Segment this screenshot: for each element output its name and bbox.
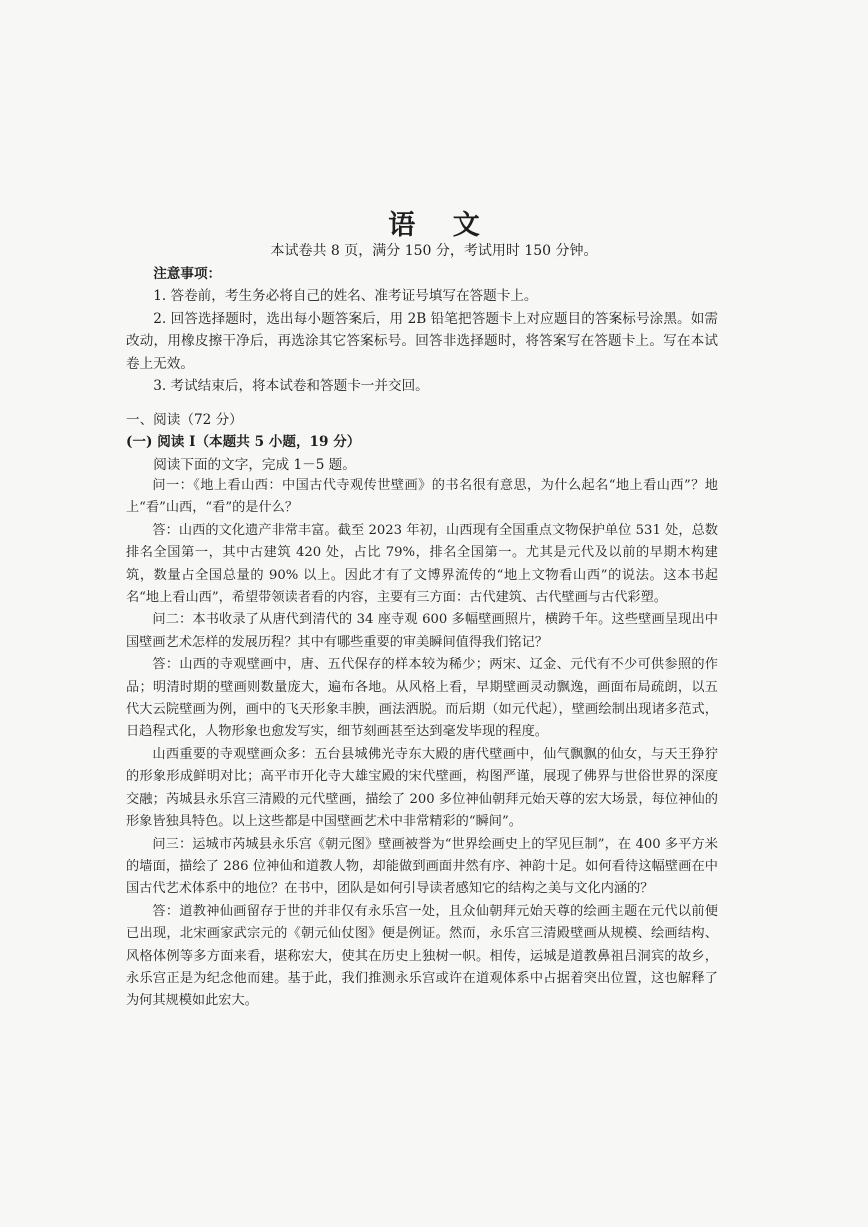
notice-heading: 注意事项： [153, 266, 222, 282]
passage-paragraph: 答：山西的文化遗产非常丰富。截至 2023 年初，山西现有全国重点文物保护单位 531 处，总数排名全国第一，其中古建筑 420 处，占比 79%，排名全国第一。尤其是元代及以前的早期木构建筑，数量占全国总量的 90% 以上。因此才有了文博界流传的“地上文物看山西”的说法。这本书起名“地上看山西”，希望带领读者看的内容，主要有三方面：古代建筑、古代壁画与古代彩塑。 [126, 522, 718, 606]
passage-paragraph: 问三：运城市芮城县永乐宫《朝元图》壁画被誉为“世界绘画史上的罕见巨制”，在 400 多平方米的墙面，描绘了 286 位神仙和道教人物，却能做到画面井然有序、神韵十足。如何看待这幅壁画在中国古代艺术体系中的地位？在书中，团队是如何引导读者感知它的结构之美与文化内涵的？ [126, 836, 718, 897]
passage-paragraph: 山西重要的寺观壁画众多：五台县城佛光寺东大殿的唐代壁画中，仙气飘飘的仙女，与天王狰狞的形象形成鲜明对比；高平市开化寺大雄宝殿的宋代壁画，构图严谨，展现了佛界与世俗世界的深度交融；芮城县永乐宫三清殿的元代壁画，描绘了 200 多位神仙朝拜元始天尊的宏大场景，每位神仙的形象皆独具特色。以上这些都是中国壁画艺术中非常精彩的“瞬间”。 [126, 746, 718, 830]
section-header [126, 409, 718, 476]
notice-item: 2. 回答选择题时，选出每小题答案后，用 2B 铅笔把答题卡上对应题目的答案标号涂黑。如需改动，用橡皮擦干净后，再选涂其它答案标号。回答非选择题时，将答案写在答题卡上。写在本试卷上无效。 [126, 310, 718, 372]
passage-paragraph: 问二：本书收录了从唐代到清代的 34 座寺观 600 多幅壁画照片，横跨千年。这些壁画呈现出中国壁画艺术怎样的发展历程？其中有哪些重要的审美瞬间值得我们铭记？ [126, 612, 718, 650]
passage-paragraph: 问一：《地上看山西：中国古代寺观传世壁画》的书名很有意思，为什么起名“地上看山西”？地上“看”山西，“看”的是什么？ [126, 478, 718, 516]
passage-paragraph: 答：山西的寺观壁画中，唐、五代保存的样本较为稀少；两宋、辽金、元代有不少可供参照的作品；明清时期的壁画则数量庞大，遍布各地。从风格上看，早期壁画灵动飘逸，画面布局疏朗，以五代大云院壁画为例，画中的飞天形象丰腴，画法洒脱。而后期（如元代起），壁画绘制出现诸多范式，日趋程式化，人物形象也愈发写实，细节刻画甚至达到毫发毕现的程度。 [126, 657, 718, 740]
exam-info: 本试卷共 8 页，满分 150 分，考试用时 150 分钟。 [270, 243, 598, 259]
notice-item: 3. 考试结束后，将本试卷和答题卡一并交回。 [153, 378, 429, 395]
subsection-title: (一) 阅读 Ⅰ（本题共 5 小题，19 分） [126, 434, 361, 451]
instruction-text: 阅读下面的文字，完成 1－5 题。 [153, 456, 356, 473]
notice-item: 1. 答卷前，考生务必将自己的姓名、准考证号填写在答题卡上。 [153, 288, 538, 305]
notice-block [126, 263, 718, 397]
page-title: 语 文 [388, 210, 494, 241]
reading-passage [126, 475, 718, 1013]
section-title: 一、阅读（72 分） [126, 412, 243, 428]
passage-paragraph: 答：道教神仙画留存于世的并非仅有永乐宫一处，且众仙朝拜元始天尊的绘画主题在元代以前便已出现，北宋画家武宗元的《朝元仙仗图》便是例证。然而，永乐宫三清殿壁画从规模、绘画结构、风格体例等多方面来看，堪称宏大，使其在历史上独树一帜。相传，运城是道教鼻祖吕洞宾的故乡，永乐宫正是为纪念他而建。基于此，我们推测永乐宫或许在道观体系中占据着突出位置，这也解释了为何其规模如此宏大。 [126, 903, 718, 1009]
